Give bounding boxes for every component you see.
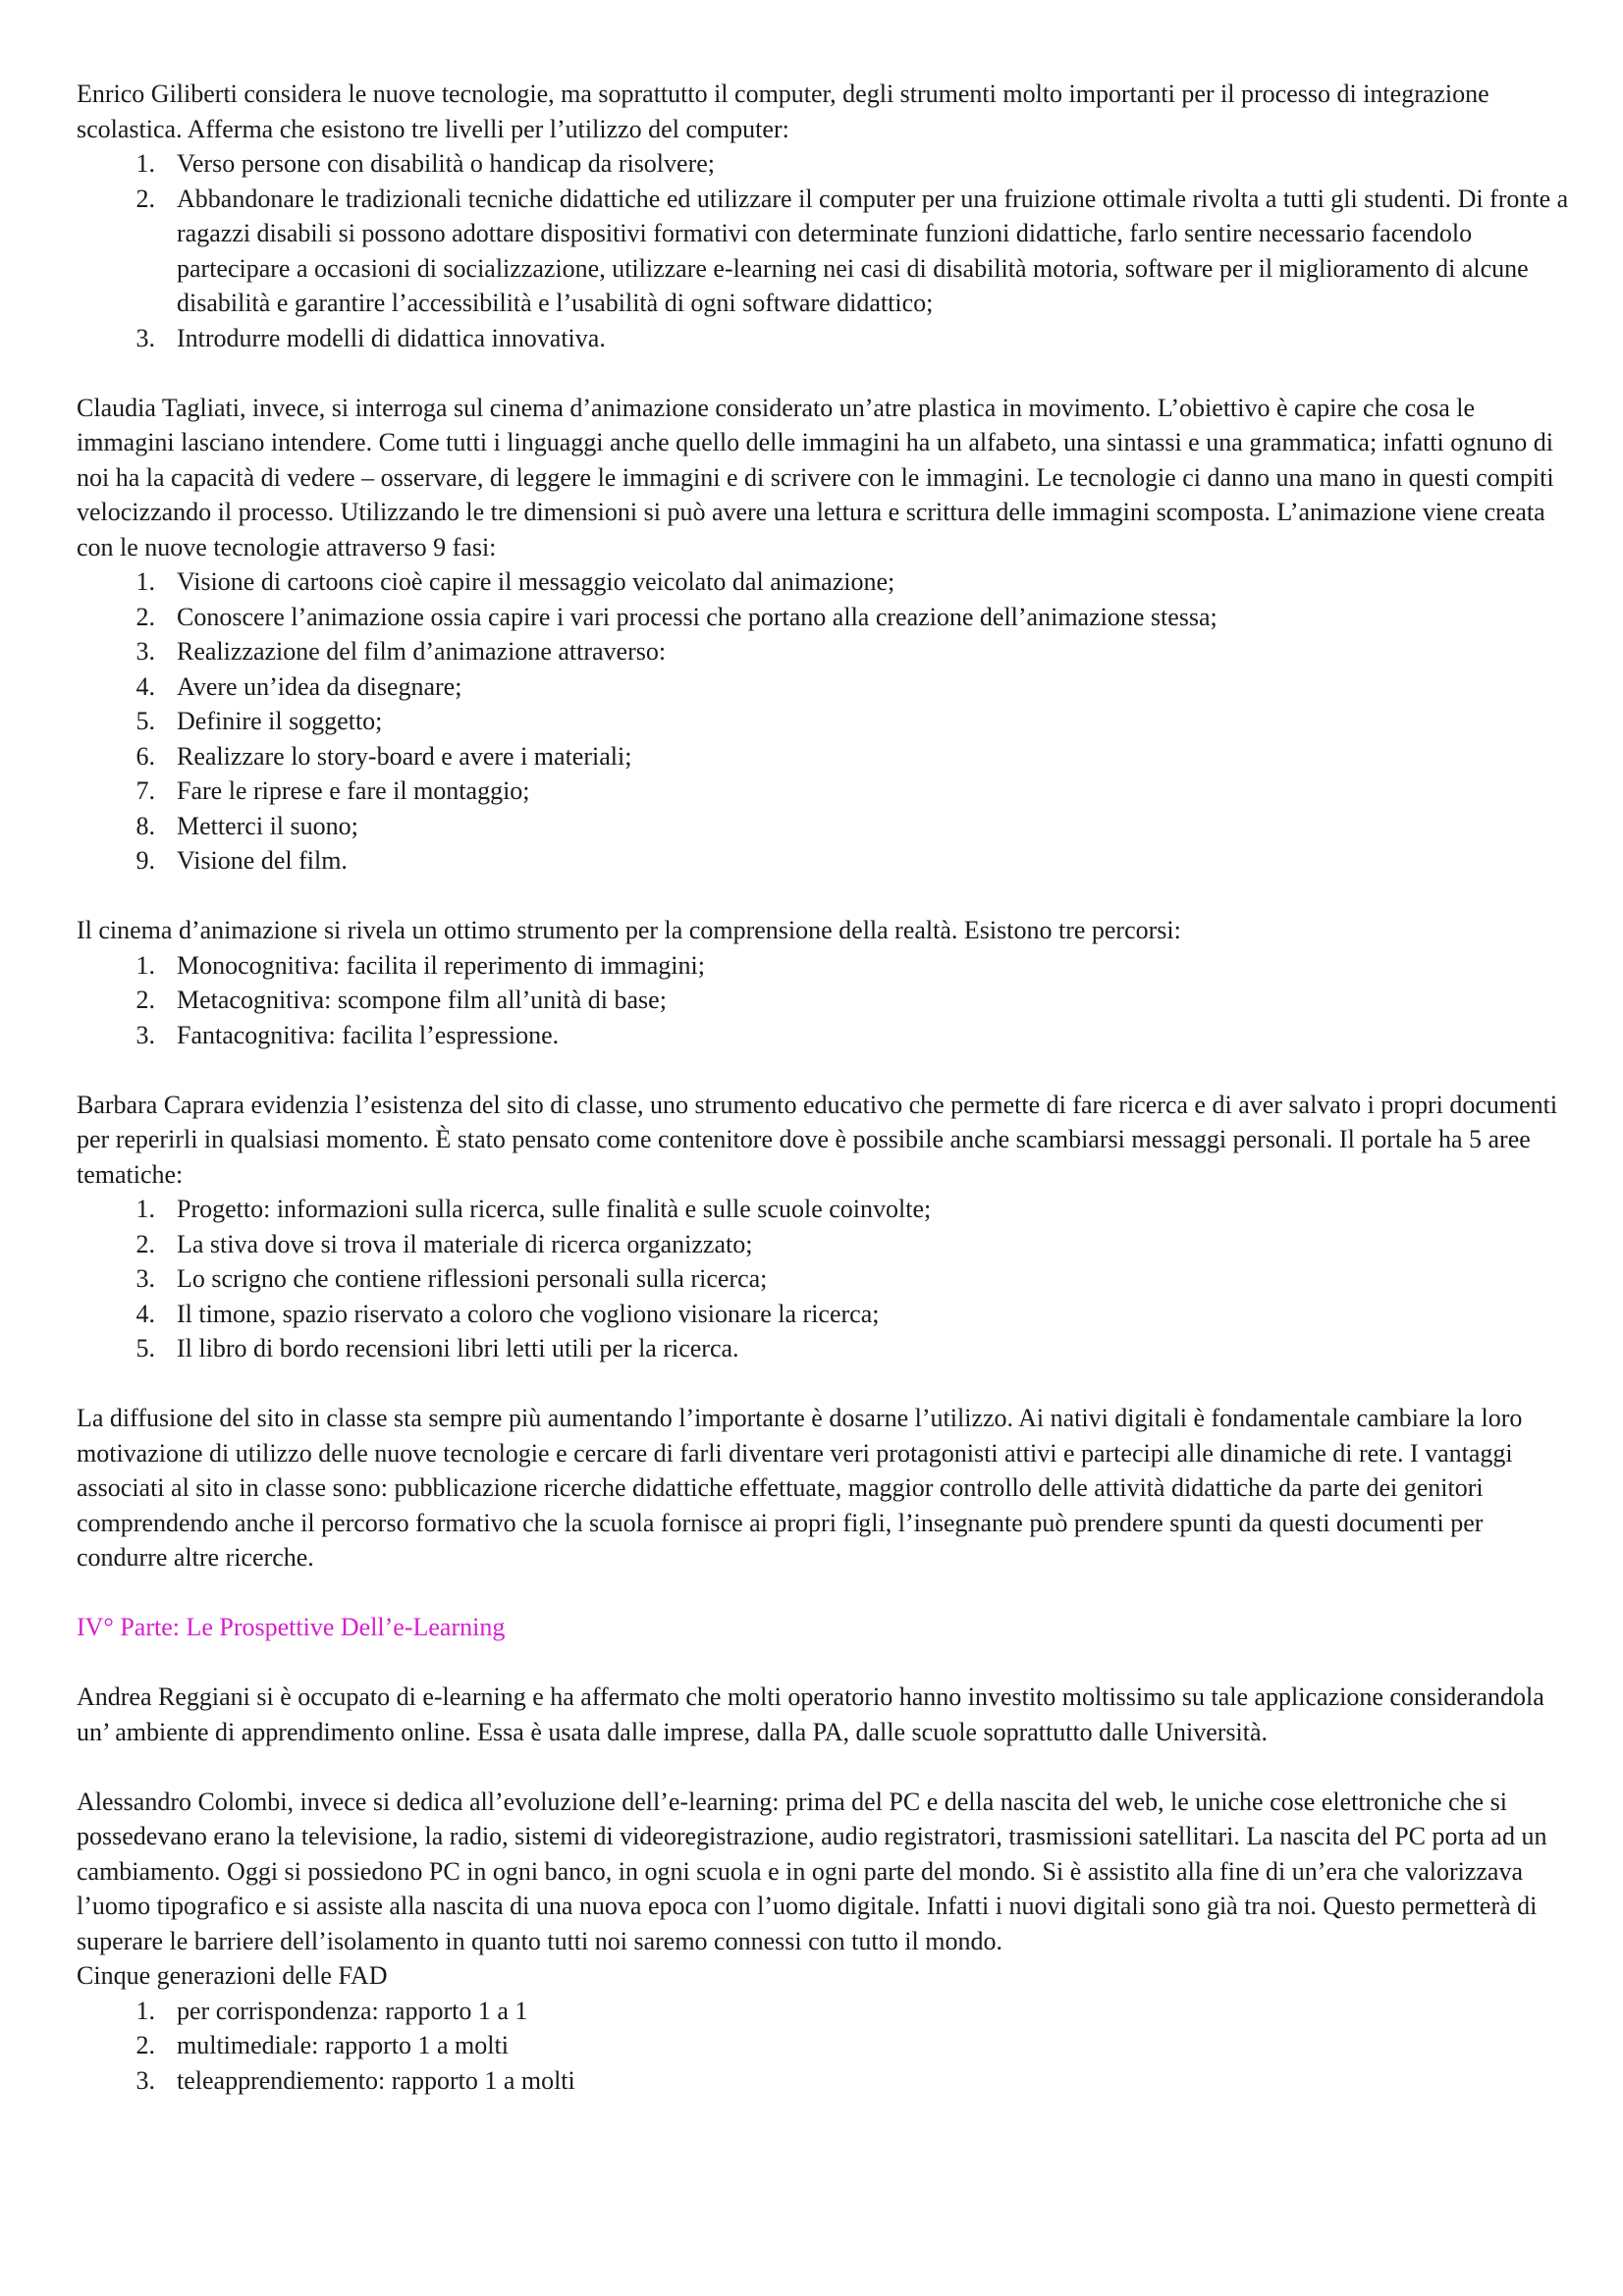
paragraph-caprara: Barbara Caprara evidenzia l’esistenza del sito di classe, uno strumento educativo che permette di fare ricerca e di aver salvato i propri documenti per reperirli in qualsiasi momento. È stato pensato come contenitore dove è possibile anche scambiarsi messaggi personali. Il portale ha 5 aree tematiche: xyxy=(77,1090,1558,1189)
list-item: 8. Metterci il suono; xyxy=(135,811,358,840)
list-item: 3. Lo scrigno che contiene riflessioni personali sulla ricerca; xyxy=(135,1264,768,1293)
list-fad-generations xyxy=(77,1994,1569,2099)
list-item: 1. per corrispondenza: rapporto 1 a 1 xyxy=(135,1996,528,2025)
paragraph-diffusione: La diffusione del sito in classe sta sempre più aumentando l’importante è dosarne l’utilizzo. Ai nativi digitali è fondamentale cambiare la loro motivazione di utilizzo delle nuove tecnologie e cercare di farli diventare veri protagonisti attivi e partecipi alle dinamiche di rete. I vantaggi associati al sito in classe sono: pubblicazione ricerche didattiche effettuate, maggior controllo delle attività didattiche da parte dei genitori comprendendo anche il percorso formativo che la scuola fornisce ai propri figli, l’insegnante può prendere spunti da questi documenti per condurre altre ricerche. xyxy=(77,1404,1523,1572)
list-item: 2. multimediale: rapporto 1 a molti xyxy=(135,2031,509,2059)
list-item: 3. Realizzazione del film d’animazione attraverso: xyxy=(135,637,667,666)
section-heading: IV° Parte: Le Prospettive Dell’e-Learning xyxy=(77,1613,506,1641)
list-item: 2. Conoscere l’animazione ossia capire i vari processi che portano alla creazione dell’animazione stessa; xyxy=(135,602,1217,631)
paragraph-colombi: Alessandro Colombi, invece si dedica all’evoluzione dell’e-learning: prima del PC e della nascita del web, le uniche cose elettroniche che si possedevano erano la televisione, la radio, sistemi di videoregistrazione, audio registratori, trasmissioni satellitari. La nascita del PC porta ad un cambiamento. Oggi si possiedono PC in ogni banco, in ogni scuola e in ogni parte del mondo. Si è assistito alla fine di un’era che valorizzava l’uomo tipografico e si assiste alla nascita di una nuova epoca con l’uomo digitale. Infatti i nuovi digitali sono già tra noi. Questo permetterà di superare le barriere dell’isolamento in quanto tutti noi saremo connessi con tutto il mondo. xyxy=(77,1787,1547,1955)
list-item: 2. Metacognitiva: scompone film all’unità di base; xyxy=(135,986,667,1014)
list-item: 3. teleapprendiemento: rapporto 1 a molti xyxy=(135,2065,575,2095)
list-animation-phases xyxy=(77,564,1569,879)
paragraph-reggiani: Andrea Reggiani si è occupato di e-learning e ha affermato che molti operatorio hanno investito moltissimo su tale applicazione considerandola un’ ambiente di apprendimento online. Essa è usata dalle imprese, dalla PA, dalle scuole soprattutto dalle Università. xyxy=(77,1682,1544,1746)
list-item: 3. Introdurre modelli di didattica innovativa. xyxy=(135,323,606,352)
list-cinema-paths xyxy=(77,948,1569,1053)
paragraph-giliberti: Enrico Giliberti considera le nuove tecnologie, ma soprattutto il computer, degli strumenti molto importanti per il processo di integrazione scolastica. Afferma che esistono tre livelli per l’utilizzo del computer: xyxy=(77,80,1489,143)
list-item: 2. La stiva dove si trova il materiale di ricerca organizzato; xyxy=(135,1229,753,1258)
list-item: 1. Verso persone con disabilità o handicap da risolvere; xyxy=(135,149,715,178)
list-item: 5. Il libro di bordo recensioni libri letti utili per la ricerca. xyxy=(135,1334,739,1362)
list-item: 7. Fare le riprese e fare il montaggio; xyxy=(135,776,530,805)
paragraph-cinema: Il cinema d’animazione si rivela un ottimo strumento per la comprensione della realtà. Esistono tre percorsi: xyxy=(77,916,1181,944)
list-item: 6. Realizzare lo story-board e avere i materiali; xyxy=(135,741,632,771)
list-item: 4. Avere un’idea da disegnare; xyxy=(135,671,462,701)
list-giliberti-levels xyxy=(77,146,1569,355)
list-item: 5. Definire il soggetto; xyxy=(135,707,383,735)
paragraph-tagliati: Claudia Tagliati, invece, si interroga sul cinema d’animazione considerato un’atre plastica in movimento. L’obiettivo è capire che cosa le immagini lasciano intendere. Come tutti i linguaggi anche quello delle immagini ha un alfabeto, una sintassi e una grammatica; infatti ognuno di noi ha la capacità di vedere – osservare, di leggere le immagini e di scrivere con le immagini. Le tecnologie ci danno una mano in questi compiti velocizzando il processo. Utilizzando le tre dimensioni si può avere una lettura e scrittura delle immagini scomposta. L’animazione viene creata con le nuove tecnologie attraverso 9 fasi: xyxy=(77,393,1554,561)
document-page xyxy=(77,77,1569,2098)
list-item: 4. Il timone, spazio riservato a coloro che vogliono visionare la ricerca; xyxy=(135,1299,880,1328)
list-item: 3. Fantacognitiva: facilita l’espressione. xyxy=(135,1020,560,1049)
list-item: 9. Visione del film. xyxy=(135,846,348,875)
list-item: 1. Visione di cartoons cioè capire il messaggio veicolato dal animazione; xyxy=(135,567,895,596)
list-item: 1. Progetto: informazioni sulla ricerca, sulle finalità e sulle scuole coinvolte; xyxy=(135,1195,932,1223)
list-portal-areas xyxy=(77,1192,1569,1366)
list-item: 1. Monocognitiva: facilita il reperimento di immagini; xyxy=(135,950,705,980)
fad-subtitle: Cinque generazioni delle FAD xyxy=(77,1961,388,1990)
list-item: 2. Abbandonare le tradizionali tecniche didattiche ed utilizzare il computer per una fruizione ottimale rivolta a tutti gli studenti. Di fronte a ragazzi disabili si possono adottare dispositivi formativi con determinate funzioni didattiche, farlo sentire necessario facendolo partecipare a occasioni di socializzazione, utilizzare e-learning nei casi di disabilità motoria, software per il miglioramento di alcune disabilità e garantire l’accessibilità e l’usabilità di ogni software didattico; xyxy=(135,184,1569,317)
